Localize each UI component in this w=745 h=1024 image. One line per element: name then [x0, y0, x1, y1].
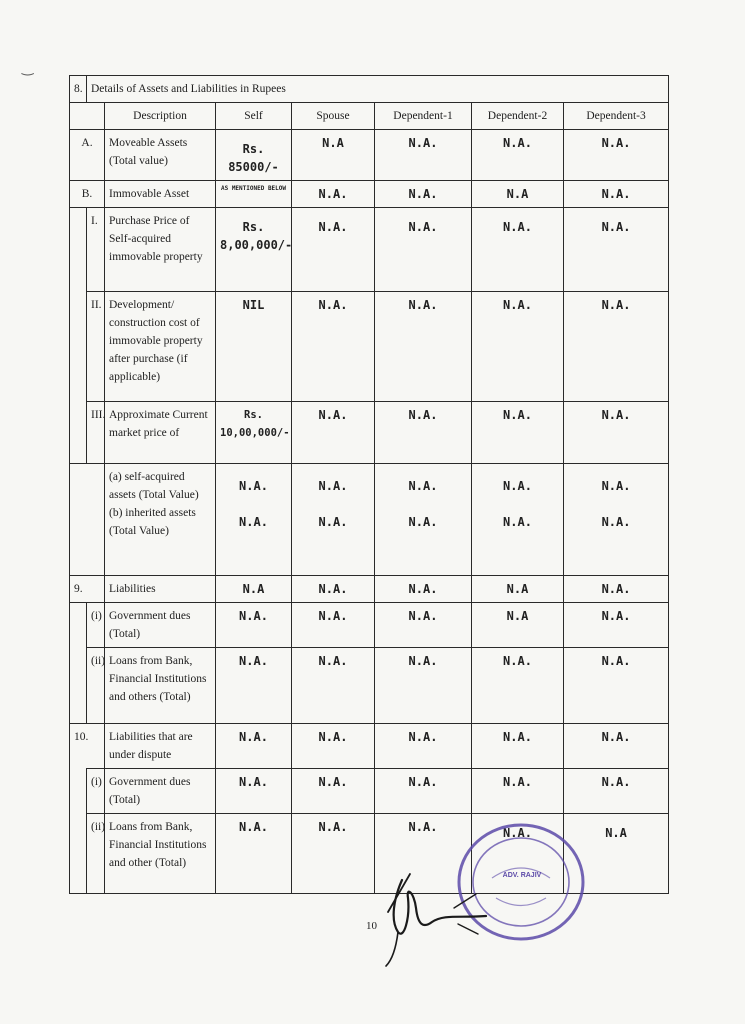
value-self-acquired: N.A.: [408, 479, 438, 493]
row-purchase-price: [70, 208, 669, 292]
row-liabilities: [70, 576, 669, 603]
value-dependent-1: N.A.: [375, 576, 472, 603]
header-description: Description: [105, 103, 216, 130]
value-dependent-2: N.A.: [472, 292, 564, 402]
row-code: A.: [70, 130, 105, 181]
value-spouse: N.A: [292, 130, 375, 181]
section-number: 8.: [70, 76, 87, 103]
value-inherited: N.A.: [239, 515, 268, 529]
row-description: Purchase Price of Self-acquired immovable property: [105, 208, 216, 292]
value-dependent-2: N.A.: [472, 648, 564, 724]
value-dependent-1: N.A.: [375, 769, 472, 814]
values-dependent-1: [375, 464, 472, 576]
value-self: Rs. 10,00,000/-: [216, 402, 292, 464]
value-dependent-2: N.A.: [472, 402, 564, 464]
value-dependent-3: N.A.: [564, 402, 669, 464]
assets-liabilities-table: [69, 75, 669, 894]
row-description: Liabilities that are under dispute: [105, 724, 216, 769]
row-description: Immovable Asset: [105, 181, 216, 208]
row-description: Moveable Assets (Total value): [105, 130, 216, 181]
value-dependent-3: N.A: [564, 814, 669, 894]
value-self: Rs. 8,00,000/-: [216, 208, 292, 292]
row-government-dues: [70, 603, 669, 648]
row-code: B.: [70, 181, 105, 208]
value-inherited: N.A.: [408, 515, 438, 529]
row-bank-loans: [70, 648, 669, 724]
values-spouse: [292, 464, 375, 576]
stamp-text: ADV. RAJIV: [502, 872, 542, 879]
handwritten-signature: [380, 868, 490, 968]
value-self-acquired: N.A.: [503, 479, 532, 493]
row-code: 9.: [70, 576, 105, 603]
row-current-market-price: [70, 402, 669, 464]
value-dependent-3: N.A.: [564, 576, 669, 603]
value-dependent-3: N.A.: [564, 208, 669, 292]
value-dependent-3: N.A.: [564, 292, 669, 402]
value-dependent-2: N.A.: [472, 130, 564, 181]
value-dependent-3: N.A.: [564, 181, 669, 208]
value-self: N.A: [216, 576, 292, 603]
row-disputed-liabilities: [70, 724, 669, 769]
value-dependent-2: N.A: [472, 181, 564, 208]
row-immovable-asset: [70, 181, 669, 208]
value-dependent-2: N.A: [472, 576, 564, 603]
row-code: II.: [87, 292, 105, 402]
value-dependent-2: N.A.: [472, 208, 564, 292]
row-description: Loans from Bank, Financial Institutions and other (Total): [105, 814, 216, 894]
value-dependent-1: N.A.: [375, 814, 472, 894]
row-description: Development/ construction cost of immovable property after purchase (if applicable): [105, 292, 216, 402]
value-dependent-1: N.A.: [375, 130, 472, 181]
scan-mark: ‿: [22, 61, 34, 76]
row-code: (ii): [87, 814, 105, 894]
header-dependent-2: Dependent-2: [472, 103, 564, 130]
row-code: 10.: [70, 724, 105, 769]
value-self-acquired: N.A.: [601, 479, 631, 493]
value-dependent-1: N.A.: [375, 402, 472, 464]
value-spouse: N.A.: [292, 648, 375, 724]
row-description: Government dues (Total): [105, 769, 216, 814]
value-spouse: N.A.: [292, 181, 375, 208]
header-spouse: Spouse: [292, 103, 375, 130]
value-dependent-2: N.A.: [472, 814, 564, 894]
row-code: I.: [87, 208, 105, 292]
value-dependent-1: N.A.: [375, 208, 472, 292]
row-self-acquired-inherited: [70, 464, 669, 576]
value-spouse: N.A.: [292, 814, 375, 894]
value-spouse: N.A.: [292, 724, 375, 769]
row-description: Government dues (Total): [105, 603, 216, 648]
values-dependent-2: [472, 464, 564, 576]
value-inherited: N.A.: [601, 515, 631, 529]
page-number: 10: [366, 920, 377, 932]
header-dependent-3: Dependent-3: [564, 103, 669, 130]
value-dependent-1: N.A.: [375, 648, 472, 724]
value-spouse: N.A.: [292, 292, 375, 402]
section-title-row: [70, 76, 669, 103]
value-self: N.A.: [216, 769, 292, 814]
value-self: N.A.: [216, 814, 292, 894]
value-inherited: N.A.: [318, 515, 348, 529]
row-disputed-government-dues: [70, 769, 669, 814]
row-description: Liabilities: [105, 576, 216, 603]
value-dependent-3: N.A.: [564, 724, 669, 769]
header-self: Self: [216, 103, 292, 130]
value-self: N.A.: [216, 648, 292, 724]
row-code: (i): [87, 769, 105, 814]
value-self: N.A.: [216, 724, 292, 769]
value-self: N.A.: [216, 603, 292, 648]
value-spouse: N.A.: [292, 576, 375, 603]
row-moveable-assets: [70, 130, 669, 181]
desc-inherited: (b) inherited assets (Total Value): [109, 507, 196, 537]
row-code: III.: [87, 402, 105, 464]
value-dependent-1: N.A.: [375, 181, 472, 208]
value-dependent-2: N.A: [472, 603, 564, 648]
row-description: Approximate Current market price of: [105, 402, 216, 464]
row-code: (i): [87, 603, 105, 648]
value-spouse: N.A.: [292, 603, 375, 648]
desc-self-acquired: (a) self-acquired assets (Total Value): [109, 471, 199, 501]
value-dependent-2: N.A.: [472, 769, 564, 814]
value-dependent-3: N.A.: [564, 769, 669, 814]
value-self: NIL: [216, 292, 292, 402]
value-dependent-3: N.A.: [564, 130, 669, 181]
value-spouse: N.A.: [292, 769, 375, 814]
row-description: [105, 464, 216, 576]
value-inherited: N.A.: [503, 515, 532, 529]
row-code: (ii): [87, 648, 105, 724]
value-spouse: N.A.: [292, 402, 375, 464]
values-dependent-3: [564, 464, 669, 576]
value-self: Rs. 85000/-: [216, 130, 292, 181]
header-dependent-1: Dependent-1: [375, 103, 472, 130]
section-title: Details of Assets and Liabilities in Rupees: [87, 76, 669, 103]
value-self-acquired: N.A.: [318, 479, 348, 493]
value-self-acquired: N.A.: [239, 479, 268, 493]
row-development-cost: [70, 292, 669, 402]
row-description: Loans from Bank, Financial Institutions and others (Total): [105, 648, 216, 724]
value-dependent-3: N.A.: [564, 603, 669, 648]
value-dependent-2: N.A.: [472, 724, 564, 769]
header-row: [70, 103, 669, 130]
value-dependent-1: N.A.: [375, 603, 472, 648]
value-spouse: N.A.: [292, 208, 375, 292]
value-dependent-1: N.A.: [375, 292, 472, 402]
value-dependent-1: N.A.: [375, 724, 472, 769]
value-dependent-3: N.A.: [564, 648, 669, 724]
value-self: AS MENTIONED BELOW: [216, 181, 292, 208]
values-self: [216, 464, 292, 576]
